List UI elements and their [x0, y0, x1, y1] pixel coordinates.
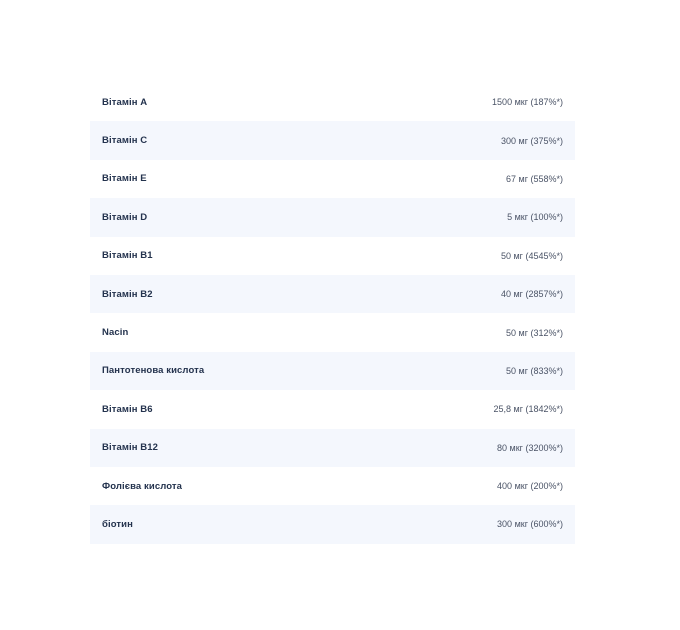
nutrient-value: 400 мкг (200%*)	[497, 481, 563, 492]
nutrient-row-biotin	[90, 505, 575, 543]
nutrient-row-vitamin-b2	[90, 275, 575, 313]
nutrient-value: 50 мг (4545%*)	[500, 250, 563, 261]
nutrient-value: 300 мкг (600%*)	[497, 519, 563, 530]
nutrient-value: 40 мг (2857%*)	[500, 289, 563, 300]
nutrition-table	[90, 83, 575, 544]
nutrient-value: 67 мг (558%*)	[506, 173, 563, 184]
nutrient-value: 25,8 мг (1842%*)	[493, 404, 563, 415]
nutrient-name: Вітамін В6	[102, 403, 153, 415]
nutrient-name: Вітамін Е	[102, 173, 147, 185]
nutrient-value: 1500 мкг (187%*)	[492, 97, 563, 108]
nutrient-value: 50 мг (833%*)	[506, 365, 563, 376]
nutrient-name: Вітамін В1	[102, 250, 153, 262]
nutrient-row-vitamin-a	[90, 83, 575, 121]
nutrient-row-vitamin-b6	[90, 390, 575, 428]
nutrient-name: Вітамін С	[102, 135, 148, 147]
nutrient-value: 5 мкг (100%*)	[507, 212, 563, 223]
nutrient-name: Nacin	[102, 327, 129, 339]
nutrient-value: 80 мкг (3200%*)	[497, 442, 563, 453]
nutrient-name: Вітамін В2	[102, 288, 153, 300]
nutrient-name: Фолієва кислота	[102, 480, 183, 492]
nutrient-row-vitamin-e	[90, 160, 575, 198]
nutrient-name: Вітамін В12	[102, 442, 159, 454]
nutrient-row-vitamin-b12	[90, 429, 575, 467]
nutrient-row-vitamin-d	[90, 198, 575, 236]
nutrient-row-nacin	[90, 313, 575, 351]
nutrient-name: біотин	[102, 518, 133, 530]
nutrient-name: Вітамін А	[102, 96, 148, 108]
nutrient-row-folic-acid	[90, 467, 575, 505]
nutrient-row-vitamin-b1	[90, 237, 575, 275]
nutrient-name: Пантотенова кислота	[102, 365, 205, 377]
nutrient-name: Вітамін D	[102, 211, 148, 223]
nutrient-value: 50 мг (312%*)	[506, 327, 563, 338]
nutrient-row-pantothenic-acid	[90, 352, 575, 390]
nutrient-value: 300 мг (375%*)	[500, 135, 563, 146]
nutrient-row-vitamin-c	[90, 121, 575, 159]
